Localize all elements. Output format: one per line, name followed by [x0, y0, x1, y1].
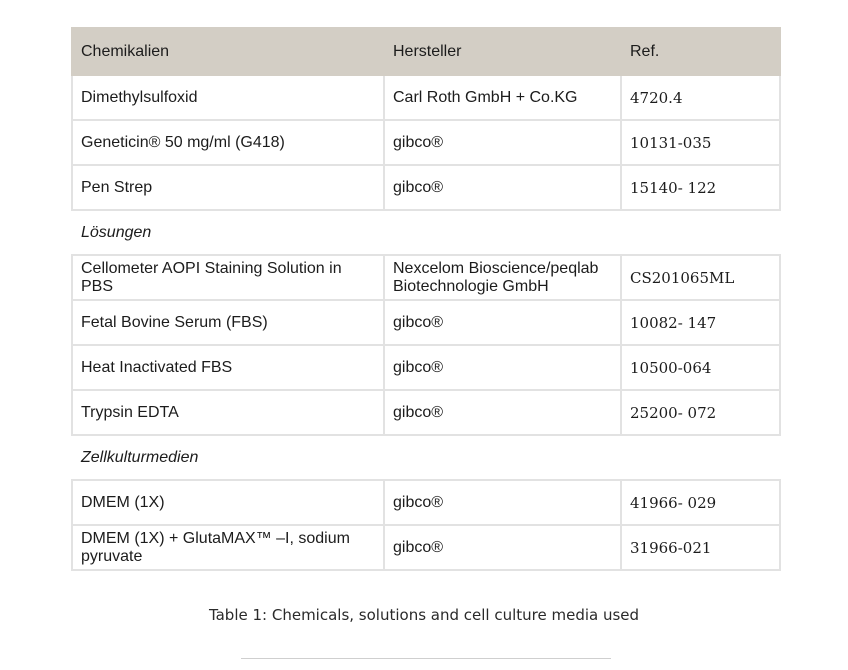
table-row — [72, 165, 780, 210]
manufacturer: Nexcelom Bioscience/peqlab Biotechnologie GmbH — [384, 255, 621, 300]
reference-number: 31966-021 — [621, 525, 780, 570]
section-title: Zellkulturmedien — [72, 435, 780, 480]
divider — [241, 658, 611, 659]
table-row — [72, 255, 780, 300]
manufacturer: gibco® — [384, 525, 621, 570]
chemical-name: DMEM (1X) — [72, 480, 384, 525]
manufacturer: gibco® — [384, 300, 621, 345]
reference-number: CS201065ML — [621, 255, 780, 300]
chemical-name: Geneticin® 50 mg/ml (G418) — [72, 120, 384, 165]
manufacturer: gibco® — [384, 390, 621, 435]
chemicals-table — [71, 27, 781, 571]
reference-number: 15140- 122 — [621, 165, 780, 210]
header-manufacturer: Hersteller — [384, 28, 621, 75]
table-row — [72, 480, 780, 525]
section-row-media — [72, 435, 780, 480]
chemical-name: Dimethylsulfoxid — [72, 75, 384, 120]
chemical-name: DMEM (1X) + GlutaMAX™ –I, sodium pyruvate — [72, 525, 384, 570]
table-header-row — [72, 28, 780, 75]
table-row — [72, 75, 780, 120]
chemical-name: Trypsin EDTA — [72, 390, 384, 435]
reference-number: 10500-064 — [621, 345, 780, 390]
table-row — [72, 120, 780, 165]
header-chemicals: Chemikalien — [72, 28, 384, 75]
table-row — [72, 390, 780, 435]
reference-number: 10131-035 — [621, 120, 780, 165]
table-row — [72, 300, 780, 345]
chemical-name: Heat Inactivated FBS — [72, 345, 384, 390]
manufacturer: gibco® — [384, 480, 621, 525]
table-row — [72, 345, 780, 390]
table-caption: Table 1: Chemicals, solutions and cell culture media used — [208, 606, 640, 624]
manufacturer: Carl Roth GmbH + Co.KG — [384, 75, 621, 120]
chemical-name: Pen Strep — [72, 165, 384, 210]
manufacturer: gibco® — [384, 120, 621, 165]
reference-number: 41966- 029 — [621, 480, 780, 525]
manufacturer: gibco® — [384, 165, 621, 210]
manufacturer: gibco® — [384, 345, 621, 390]
chemical-name: Fetal Bovine Serum (FBS) — [72, 300, 384, 345]
header-ref: Ref. — [621, 28, 780, 75]
chemical-name: Cellometer AOPI Staining Solution in PBS — [72, 255, 384, 300]
reference-number: 4720.4 — [621, 75, 780, 120]
table-row — [72, 525, 780, 570]
section-title: Lösungen — [72, 210, 780, 255]
reference-number: 25200- 072 — [621, 390, 780, 435]
reference-number: 10082- 147 — [621, 300, 780, 345]
section-row-solutions — [72, 210, 780, 255]
